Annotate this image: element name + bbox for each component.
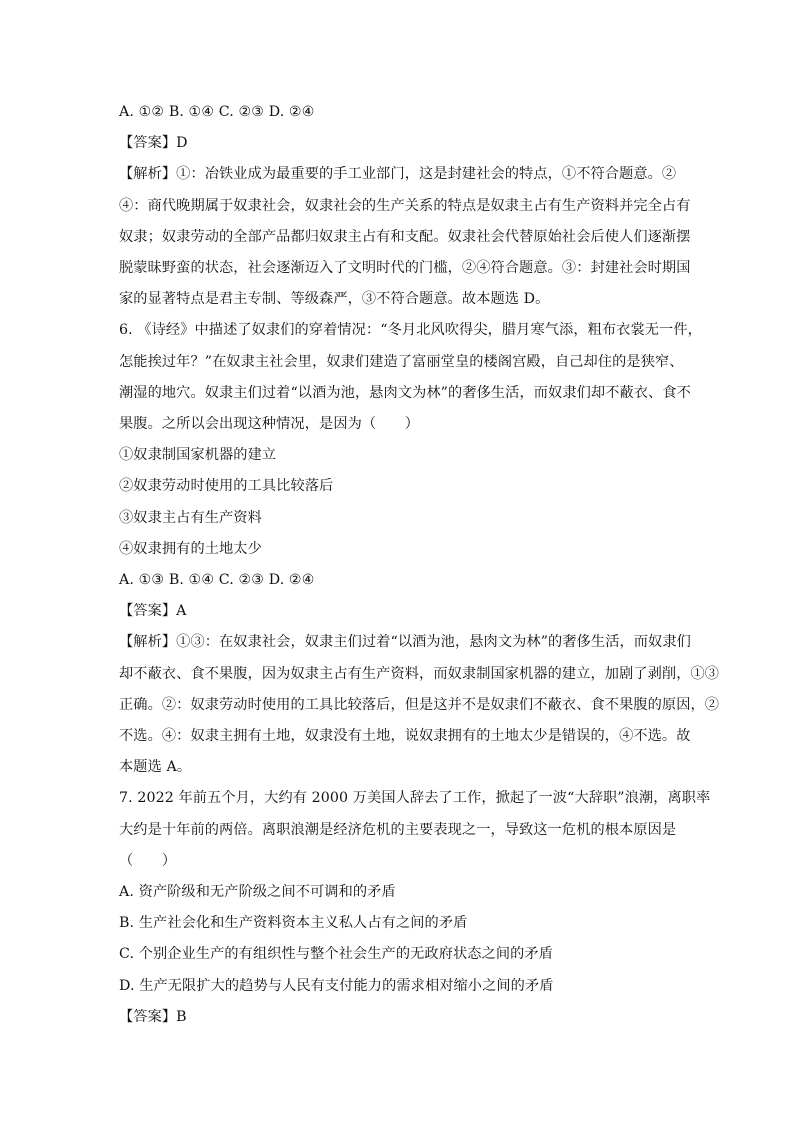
q5-analysis-line-4: 脱蒙昧野蛮的状态，社会逐渐迈入了文明时代的门槛，②④符合题意。③：封建社会时期国 [119,260,691,277]
q7-answer: 【答案】B [119,1008,187,1025]
q6-statement-3: ③奴隶主占有生产资料 [119,509,262,526]
q6-statement-2: ②奴隶劳动时使用的工具比较落后 [119,478,334,495]
q7-stem-line-2: 大约是十年前的两倍。离职浪潮是经济危机的主要表现之一，导致这一危机的根本原因是 [119,821,677,838]
q5-analysis-line-5: 家的显著特点是君主专制、等级森严，③不符合题意。故本题选 D。 [119,291,550,308]
q6-analysis-line-1: 【解析】①③：在奴隶社会，奴隶主们过着“以酒为池，悬肉文为林”的奢侈生活，而奴隶们 [119,634,691,651]
document-page [119,97,720,1033]
q6-options: A. ①③ B. ①④ C. ②③ D. ②④ [119,572,315,589]
q6-stem-line-4: 果腹。之所以会出现这种情况，是因为（ ） [119,416,420,433]
q7-stem-line-3: （ ） [119,852,177,869]
q5-analysis-line-1: 【解析】①：冶铁业成为最重要的手工业部门，这是封建社会的特点，①不符合题意。② [119,166,677,183]
q5-analysis-line-3: 奴隶；奴隶劳动的全部产品都归奴隶主占有和支配。奴隶社会代替原始社会后使人们逐渐摆 [119,228,691,245]
q6-answer: 【答案】A [119,603,187,620]
q6-analysis-line-4: 不选。④：奴隶主拥有土地，奴隶没有土地，说奴隶拥有的土地太少是错误的，④不选。故 [119,728,691,745]
q5-options: A. ①② B. ①④ C. ②③ D. ②④ [119,104,315,120]
q7-stem-line-1: 7. 2022 年前五个月，大约有 2000 万美国人辞去了工作，掀起了一波“大辞职”浪潮，离职率 [119,790,711,807]
q7-option-d: D. 生产无限扩大的趋势与人民有支付能力的需求相对缩小之间的矛盾 [119,977,554,994]
q5-analysis-line-2: ④：商代晚期属于奴隶社会，奴隶社会的生产关系的特点是奴隶主占有生产资料并完全占有 [119,197,691,214]
q6-stem-line-3: 潮湿的地穴。奴隶主们过着“以酒为池，悬肉文为林”的奢侈生活，而奴隶们却不蔽衣、食不 [119,384,691,401]
q6-stem-line-2: 怎能挨过年？”在奴隶主社会里，奴隶们建造了富丽堂皇的楼阁宫殿，自己却住的是狭窄、 [119,353,684,370]
q6-stem-line-1: 6. 《诗经》中描述了奴隶们的穿着情况：“冬月北风吹得尖，腊月寒气添，粗布衣裳无一件， [119,322,702,339]
q6-statement-1: ①奴隶制国家机器的建立 [119,447,277,464]
q6-analysis-line-3: 正确。②：奴隶劳动时使用的工具比较落后，但是这并不是奴隶们不蔽衣、食不果腹的原因，② [119,696,720,713]
q6-analysis-line-2: 却不蔽衣、食不果腹，因为奴隶主占有生产资料，而奴隶制国家机器的建立，加剧了剥削，①③ [119,665,720,682]
q7-option-b: B. 生产社会化和生产资料资本主义私人占有之间的矛盾 [119,915,468,932]
q6-statement-4: ④奴隶拥有的土地太少 [119,540,262,557]
q5-answer: 【答案】D [119,135,188,152]
q6-analysis-line-5: 本题选 A。 [119,759,192,776]
q7-option-a: A. 资产阶级和无产阶级之间不可调和的矛盾 [119,884,396,901]
q7-option-c: C. 个别企业生产的有组织性与整个社会生产的无政府状态之间的矛盾 [119,946,554,963]
